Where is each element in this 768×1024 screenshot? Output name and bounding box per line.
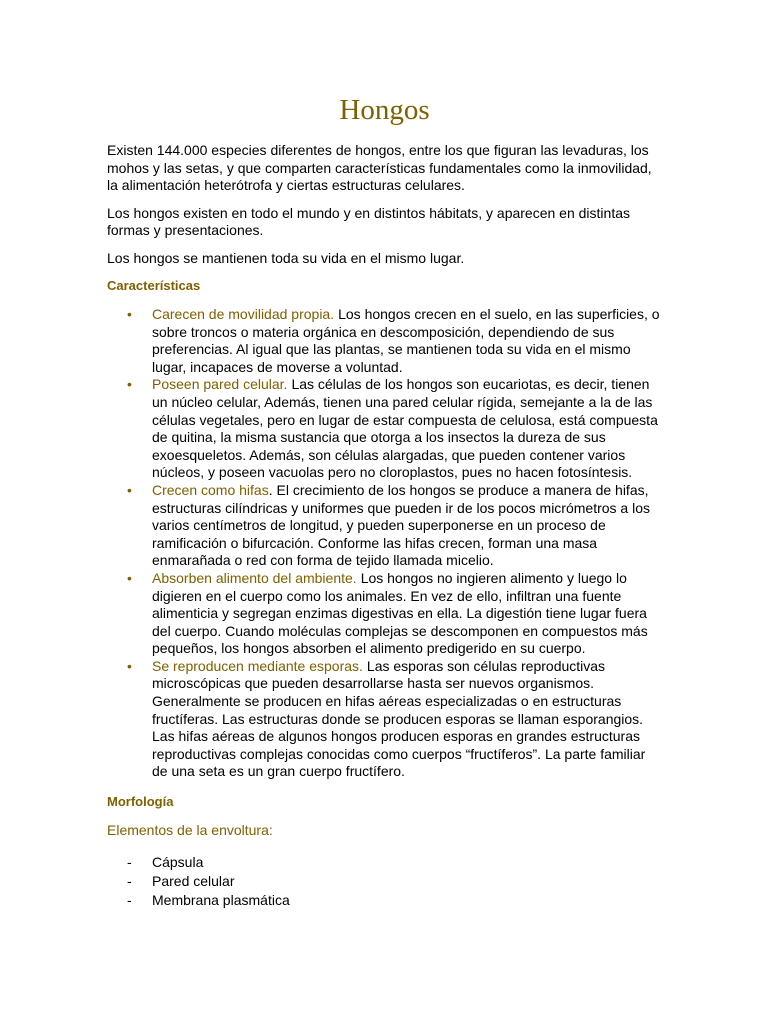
dash-icon: - bbox=[127, 892, 132, 909]
list-item bbox=[107, 306, 662, 376]
bullet-icon: • bbox=[127, 376, 132, 393]
envelope-subheading: Elementos de la envoltura: bbox=[107, 822, 273, 839]
intro-paragraph: Existen 144.000 especies diferentes de hongos, entre los que figuran las levaduras, los mohos y las setas, y que comparten características fundamentales como la inmovilidad, la alimentación heterótrofa y ciertas estructuras celulares. bbox=[107, 142, 652, 193]
envelope-list bbox=[107, 853, 662, 910]
bullet-icon: • bbox=[127, 306, 132, 322]
bullet-icon: • bbox=[127, 569, 132, 586]
list-item bbox=[107, 482, 662, 570]
item-lead: Poseen pared celular. bbox=[152, 376, 288, 393]
list-item-label: Cápsula bbox=[152, 854, 204, 871]
morphology-heading: Morfología bbox=[107, 794, 174, 810]
dash-icon: - bbox=[127, 854, 132, 871]
list-item bbox=[107, 570, 662, 658]
characteristics-heading: Características bbox=[107, 278, 201, 293]
dash-icon: - bbox=[127, 873, 132, 890]
bullet-icon: • bbox=[127, 481, 132, 498]
item-text: Las esporas son células reproductivas microscópicas que pueden desarrollarse hasta ser nuevos organismos. Generalmente se producen en hifas aéreas especializadas o en estructuras fructíferas. Las estructuras donde se producen esporas se llaman esporangios. Las hifas aéreas de algunos hongos producen esporas en grandes estructuras reproductivas complejas conocidas como cuerpos “fructíferos”. La parte familiar de una seta es un gran cuerpo fructífero. bbox=[152, 657, 646, 780]
item-lead: Crecen como hifas bbox=[152, 481, 269, 498]
item-text: Los hongos no ingieren alimento y luego lo digieren en el cuerpo como los animales. En vez de ello, infiltran una fuente alimenticia y segregan enzimas digestivas en ella. La digestión tiene lugar fuera del cuerpo. Cuando moléculas complejas se descomponen en compuestos más pequeños, los hongos absorben el alimento predigerido en su cuerpo. bbox=[152, 569, 648, 657]
item-lead: Carecen de movilidad propia. bbox=[152, 306, 335, 322]
item-lead: Absorben alimento del ambiente. bbox=[152, 569, 357, 586]
item-lead: Se reproducen mediante esporas. bbox=[152, 657, 363, 674]
item-text: . El crecimiento de los hongos se produce a manera de hifas, estructuras cilíndricas y uniformes que pueden ir de los pocos micrómetros a los varios centímetros de longitud, y pueden superponerse en un proceso de ramificación o bifurcación. Conforme las hifas crecen, forman una masa enmarañada o red con forma de tejido llamada micelio. bbox=[152, 481, 650, 569]
list-item bbox=[107, 658, 662, 781]
list-item bbox=[107, 872, 662, 891]
item-text: Los hongos crecen en el suelo, en las superficies, o sobre troncos o materia orgánica en descomposición, dependiendo de sus preferencias. Al igual que las plantas, se mantienen toda su vida en el mismo lugar, incapaces de moverse a voluntad. bbox=[152, 306, 660, 375]
list-item bbox=[107, 853, 662, 872]
list-item-label: Pared celular bbox=[152, 873, 235, 890]
list-item-label: Membrana plasmática bbox=[152, 892, 290, 909]
characteristics-list bbox=[107, 306, 662, 781]
intro-paragraph: Los hongos existen en todo el mundo y en distintos hábitats, y aparecen en distintas formas y presentaciones. bbox=[107, 204, 631, 238]
intro-paragraph: Los hongos se mantienen toda su vida en el mismo lugar. bbox=[107, 249, 465, 266]
bullet-icon: • bbox=[127, 657, 132, 674]
list-item bbox=[107, 891, 662, 910]
document-page bbox=[107, 90, 662, 910]
document-title: Hongos bbox=[339, 94, 430, 126]
item-text: Las células de los hongos son eucariotas, es decir, tienen un núcleo celular, Además, tienen una pared celular rígida, semejante a la de las células vegetales, pero en lugar de estar compuesta de celulosa, está compuesta de quitina, la misma sustancia que otorga a los insectos la dureza de sus exoesqueletos. Además, son células alargadas, que pueden contener varios núcleos, y poseen vacuolas pero no cloroplastos, pues no hacen fotosíntesis. bbox=[152, 376, 658, 481]
list-item bbox=[107, 376, 662, 482]
